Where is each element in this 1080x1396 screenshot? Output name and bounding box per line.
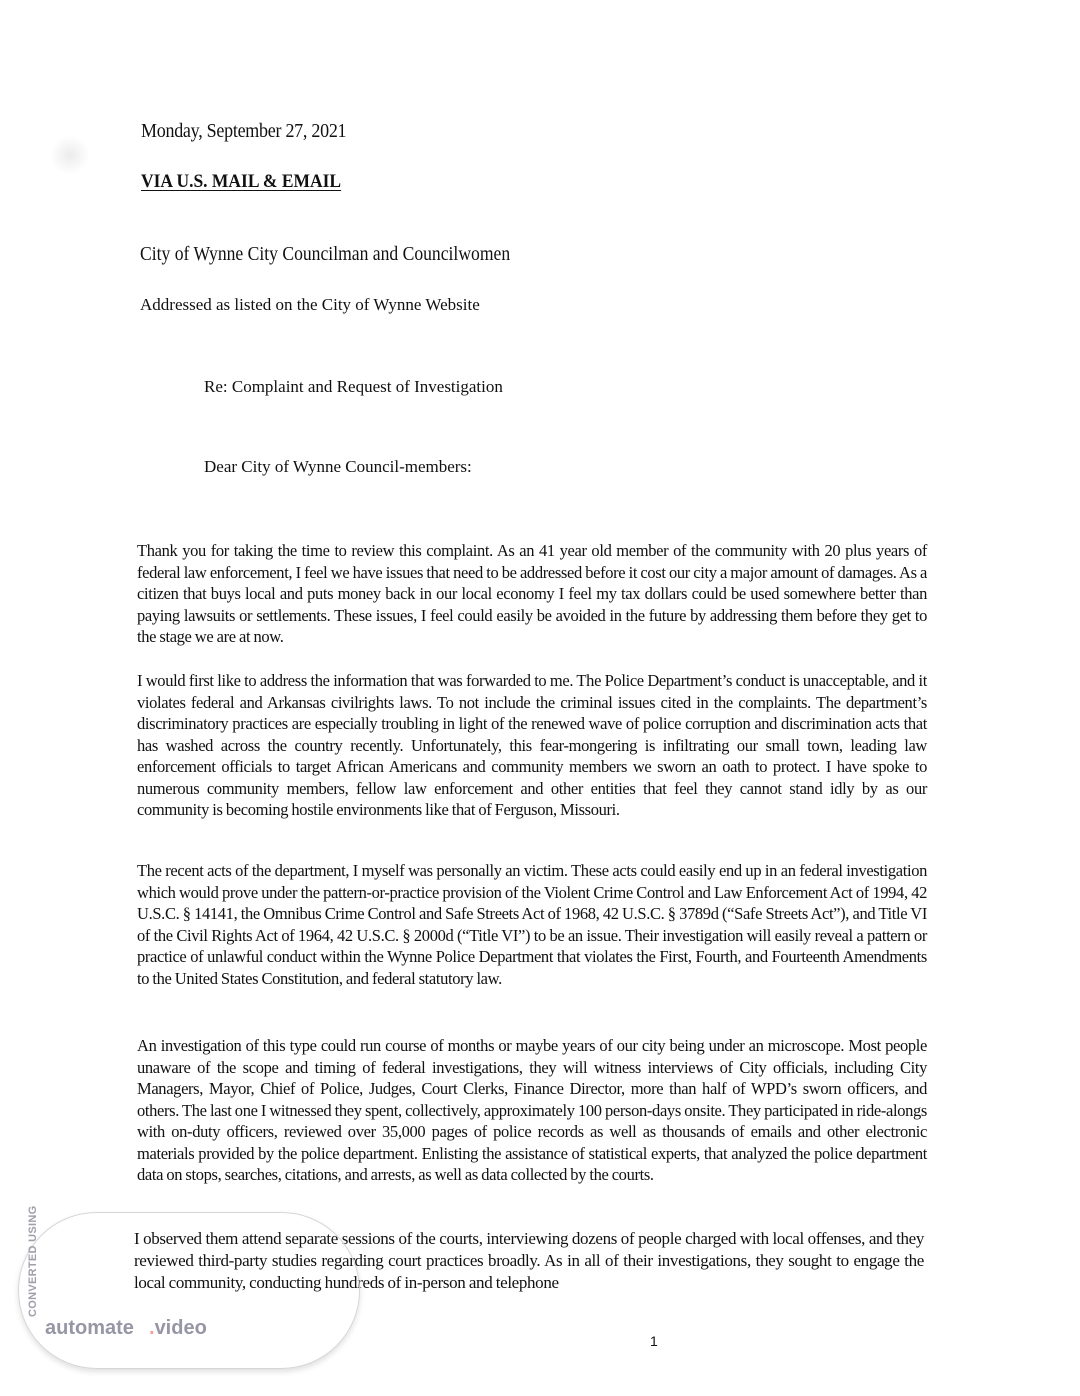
body-paragraph: The recent acts of the department, I myself was personally an victim. These acts could easily end up in an federal investigation which would prove under the pattern-or-practice provision of the Violent Crime Control and Law Enforcement Act of 1994, 42 U.S.C. § 14141, the Omnibus Crime Control and Safe Streets Act of 1968, 42 U.S.C. § 3789d (“Safe Streets Act”), and Title VI of the Civil Rights Act of 1964, 42 U.S.C. § 2000d (“Title VI”) to be an issue. Their investigation will easily reveal a pattern or practice of unlawful conduct within the Wynne Police Department that violates the First, Fourth, and Fourteenth Amendments to the United States Constitution, and federal statutory law. (137, 861, 927, 988)
recipient: City of Wynne City Councilman and Councilwomen (140, 243, 511, 265)
address-note: Addressed as listed on the City of Wynne Website (140, 295, 480, 314)
body-paragraph: I would first like to address the information that was forwarded to me. The Police Department’s conduct is unacceptable, and it violates federal and Arkansas civilrights laws. To not include the criminal issues cited in the complaints. The department’s discriminatory practices are especially troubling in light of the renewed wave of police corruption and discrimination acts that has washed across the country recently. Unfortunately, this fear-mongering is infiltrating our small town, leading law enforcement officials to target African Americans and community members we sworn an oath to protect. I have spoke to numerous community members, fellow law enforcement and other entities that feel they cannot stand idly by as our community is becoming hostile environments like that of Ferguson, Missouri. (137, 671, 927, 819)
letter-date: Monday, September 27, 2021 (141, 120, 347, 142)
watermark-dot: . (149, 1317, 155, 1339)
watermark-caption: CONVERTED USING (27, 1205, 39, 1317)
body-paragraph: An investigation of this type could run course of months or maybe years of our city being under an microscope. Most people unaware of the scope and timing of federal investigations, they will witness interviews of City officials, including City Managers, Mayor, Chief of Police, Judges, Court Clerks, Finance Director, more than half of WPD’s sworn officers, and others. The last one I witnessed they spent, collectively, approximately 100 person-days onsite. They participated in ride-alongs with on-duty officers, reviewed over 35,000 pages of police records as well as thousands of emails and other electronic materials provided by the police department. Enlisting the assistance of statistical experts, that analyzed the police department data on stops, searches, citations, and arrests, as well as data collected by the courts. (137, 1036, 927, 1184)
body-paragraph: Thank you for taking the time to review this complaint. As an 41 year old member of the community with 20 plus years of federal law enforcement, I feel we have issues that need to be addressed before it cost our city a major amount of damages. As a citizen that buys local and puts money back in our local economy I feel my tax dollars could be used somewhere better than paying lawsuits or settlements. These issues, I feel could easily be avoided in the future by addressing them before they get to the stage we are at now. (137, 541, 927, 646)
watermark-domain (149, 1317, 207, 1340)
subject-line: Re: Complaint and Request of Investigation (204, 377, 503, 396)
body-paragraph: I observed them attend separate sessions of the courts, interviewing dozens of people charged with local offenses, and they reviewed third-party studies regarding court practices broadly. As in all of their investigations, they sought to engage the local community, conducting hundreds of in-person and telephone (134, 1229, 924, 1292)
scan-artifact (50, 135, 90, 175)
salutation: Dear City of Wynne Council-members: (204, 457, 472, 476)
delivery-method: VIA U.S. MAIL & EMAIL (141, 171, 342, 192)
page-number: 1 (650, 1333, 658, 1349)
watermark-brand: automate (45, 1317, 134, 1339)
watermark-video-text: video (154, 1317, 207, 1339)
